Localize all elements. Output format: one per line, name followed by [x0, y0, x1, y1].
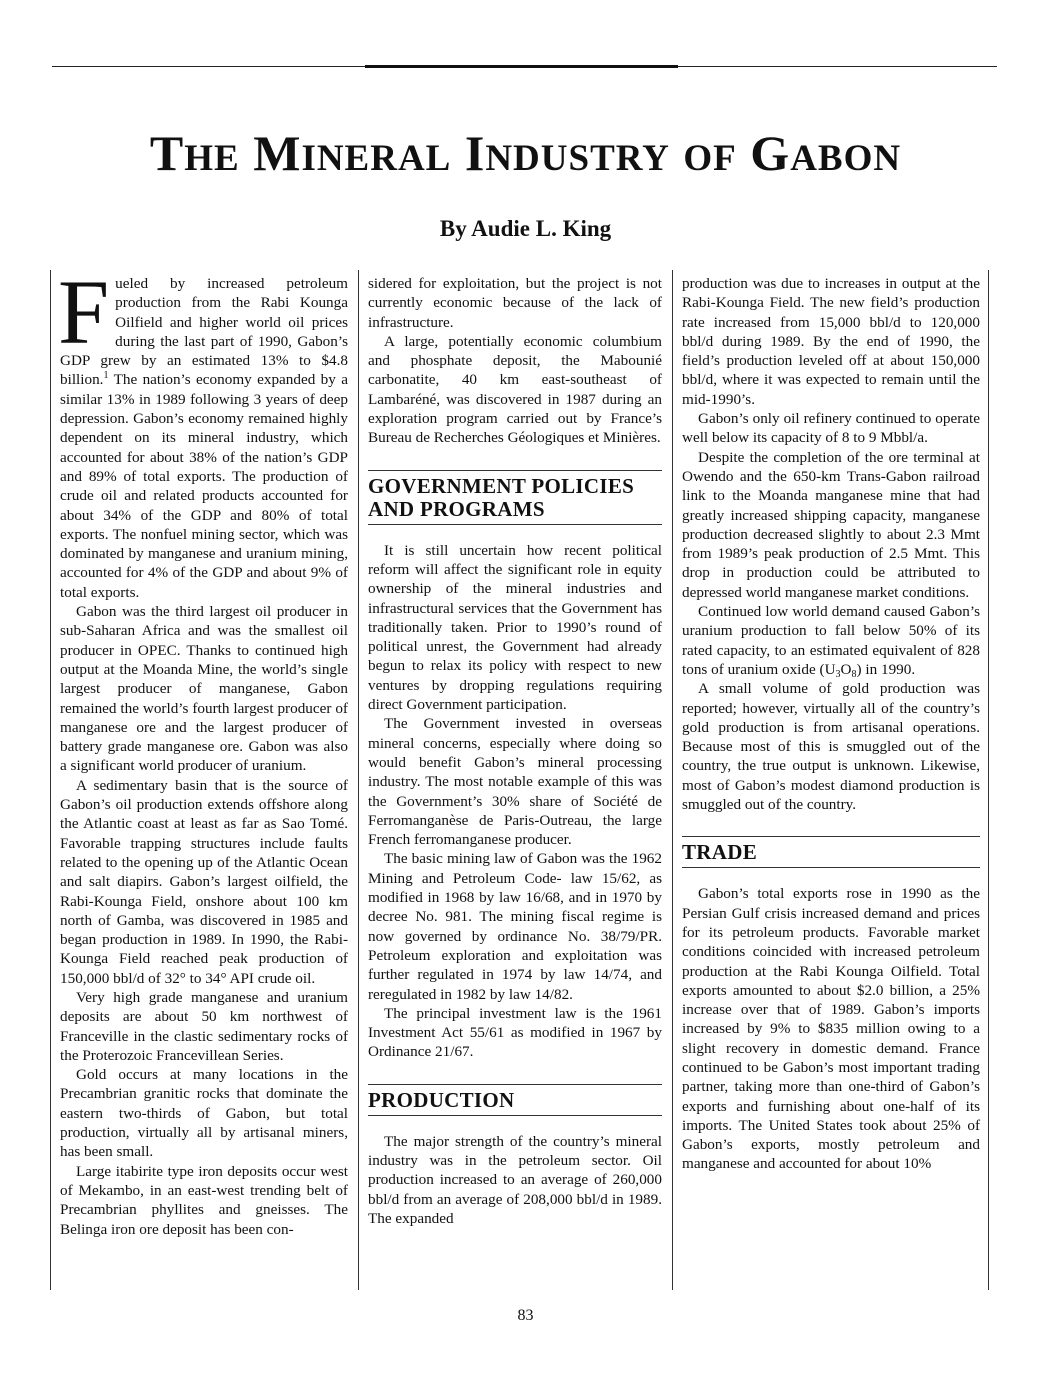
section-title: PRODUCTION — [368, 1087, 515, 1112]
right-margin-rule — [988, 270, 989, 1290]
paragraph: Gabon’s only oil refinery continued to operate well below its capacity of 8 to 9 Mbbl/a. — [682, 410, 980, 447]
paragraph: It is still uncertain how recent political reform will affect the significant role in equity ownership of the mineral industries and infrastructural services that the Government has traditionally taken. Prior to 1990’s round of political unrest, the Government had already begun to relax its policy with respect to new ventures by dropping regulations requiring direct Government participation. — [368, 541, 662, 714]
paragraph: Despite the completion of the ore terminal at Owendo and the 650-km Trans-Gabon railroad link to the Moanda manganese mine that had greatly increased shipping capacity, manganese production decreased slightly to about 2.3 Mmt from 1989’s peak production of 2.5 Mmt. This drop in production could be attributed to depressed world manganese market conditions. — [682, 448, 980, 601]
paragraph: The major strength of the country’s mineral industry was in the petroleum sector. Oil production increased to an average of 260,000 bbl/d from an average of 208,000 bbl/d in 1989. The expanded — [368, 1132, 662, 1227]
column-3 — [682, 274, 980, 1174]
section-heading-production — [368, 1084, 662, 1116]
author-byline: By Audie L. King — [439, 216, 612, 241]
page-number: 83 — [517, 1307, 534, 1324]
column-2 — [368, 274, 662, 1228]
column-divider-2 — [672, 270, 673, 1290]
paragraph: Fueled by increased petroleum production from the Rabi Kounga Oilfield and higher world oil prices during the last part of 1990, Gabon’s GDP grew by an estimated 13% to $4.8 billion.$^1$ The nation’s economy expanded by a similar 13% in 1989 following 3 years of deep depression. Gabon’s economy remained highly dependent on its mineral industry, which accounted for about 38% of the nation’s GDP and 89% of total exports. The production of crude oil and related products accounted for about 34% of the GDP and 80% of total exports. The nonfuel mining sector, which was dominated by manganese and uranium mining, accounted for 4% of the GDP and about 9% of total exports. — [58, 261, 348, 601]
paragraph: Very high grade manganese and uranium deposits are about 50 km northwest of Franceville in the clastic sedimentary rocks of the Proterozoic Francevillean Series. — [60, 988, 348, 1064]
paragraph: Gabon was the third largest oil producer in sub-Saharan Africa and was the smallest oil producer in OPEC. Thanks to continued high output at the Moanda Mine, the world’s single largest producer of manganese, Gabon remained the world’s fourth largest producer of manganese ore and the largest producer of battery grade manganese ore. Gabon was also a significant world producer of uranium. — [60, 603, 348, 775]
column-1 — [58, 261, 348, 1239]
paragraph: Gabon’s total exports rose in 1990 as the Persian Gulf crisis increased demand and prices for its petroleum products. Favorable market conditions coincided with increased petroleum production at the Rabi Kounga Oilfield. Total exports amounted to about $2.0 billion, a 25% increase over that of 1989. Gabon’s imports increased by 9% to $835 million owing to a slight recovery in domestic demand. France continued to be Gabon’s most important trading partner, taking more than one-third of Gabon’s exports and furnishing about one-half of its imports. The United States took about 25% of Gabon’s exports, mostly petroleum and manganese and accounted for about 10% — [682, 885, 980, 1173]
paragraph: Large itabirite type iron deposits occur west of Mekambo, in an east-west trending belt of Precambrian phyllites and gneisses. The Belinga iron ore deposit has been con- — [60, 1162, 348, 1238]
drop-cap: F — [58, 261, 110, 363]
page-title: THE MINERAL INDUSTRY OF GABON — [149, 125, 902, 181]
paragraph: Continued low world demand caused Gabon’s uranium production to fall below 50% of its rated capacity, to an estimated equivalent of 828 tons of uranium oxide $(U_3O_8)$ in 1990. — [682, 603, 980, 680]
paragraph: production was due to increases in output at the Rabi-Kounga Field. The new field’s production rate increased from 15,000 bbl/d to 120,000 bbl/d during 1989. By the end of 1990, the field’s production leveled off at about 150,000 bbl/d, where it was expected to remain until the mid-1990’s. — [682, 275, 980, 408]
left-margin-rule — [50, 270, 51, 1290]
paragraph: A small volume of gold production was reported; however, virtually all of the country’s gold production is from artisanal operations. Because most of this is smuggled out of the country, the true output is unknown. Likewise, most of Gabon’s modest diamond production is smuggled out of the country. — [682, 680, 980, 814]
paragraph: The principal investment law is the 1961 Investment Act 55/61 as modified in 1967 by Ordinance 21/67. — [368, 1004, 662, 1061]
paragraph: A large, potentially economic columbium and phosphate deposit, the Mabounié carbonatite, 40 km east-southeast of Lambaréné, was discovered in 1987 during an exploration program carried out by France’s Bureau de Recherches Géologiques et Minières. — [368, 332, 662, 447]
paragraph: Gold occurs at many locations in the Precambrian granitic rocks that dominate the eastern two-thirds of Gabon, but total production, virtually all by artisanal miners, has been small. — [60, 1066, 348, 1161]
paragraph: The basic mining law of Gabon was the 1962 Mining and Petroleum Code- law 15/62, as modified in 1968 by law 16/68, and in 1970 by decree No. 981. The mining fiscal regime is now governed by ordinance No. 38/79/PR. Petroleum exploration and exploitation was further regulated in 1974 by law 14/74, and reregulated in 1982 by law 14/82. — [368, 850, 662, 1003]
column-divider-1 — [358, 270, 359, 1290]
paragraph: The Government invested in overseas mineral concerns, especially where doing so would benefit Gabon’s mineral processing industry. The most notable example of this was the Government’s 30% share of Société de Ferromanganèse de Paris-Outreau, the large French ferromanganese producer. — [368, 715, 662, 849]
top-rule-accent — [365, 65, 678, 68]
paragraph: sidered for exploitation, but the project is not currently economic because of the lack of infrastructure. — [368, 275, 662, 331]
section-title: TRADE — [682, 840, 758, 865]
footnote-ref: 1 — [103, 370, 109, 382]
section-heading-government — [368, 470, 662, 525]
section-title: GOVERNMENT POLICIES AND PROGRAMS — [368, 473, 635, 521]
paragraph: A sedimentary basin that is the source of Gabon’s oil production extends offshore along the Atlantic coast at least as far as Sao Tomé. Favorable trapping structures include faults related to the opening up of the Atlantic Ocean and salt diapirs. Gabon’s largest oilfield, the Rabi-Kounga Field, onshore about 100 km north of Gamba, was discovered in 1985 and began production in 1989. In 1990, the Rabi-Kounga Field reached peak production of 150,000 bbl/d of 32° to 34° API crude oil. — [60, 776, 348, 987]
section-heading-trade — [682, 836, 980, 868]
